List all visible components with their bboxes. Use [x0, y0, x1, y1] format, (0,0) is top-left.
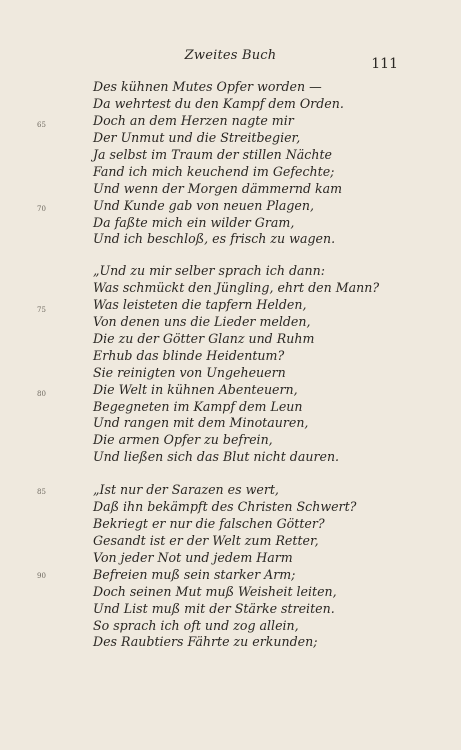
verse-line: Und Kunde gab von neuen Plagen,	[93, 197, 314, 213]
verse-line: Die armen Opfer zu befrein,	[93, 432, 273, 448]
verse-line: Des Raubtiers Fährte zu erkunden;	[93, 634, 318, 650]
running-header: Zweites Buch	[184, 48, 277, 63]
verse-line: Und ließen sich das Blut nicht dauren.	[93, 449, 340, 465]
verse-line: Gesandt ist er der Welt zum Retter,	[93, 532, 319, 548]
verse-line: Da faßte mich ein wilder Gram,	[93, 214, 295, 230]
verse-line: Was leisteten die tapfern Helden,	[93, 296, 307, 312]
verse-line: Was schmückt den Jüngling, ehrt den Mann?	[93, 279, 380, 295]
line-number-marker: 85	[37, 488, 46, 496]
verse-line: Die Welt in kühnen Abenteuern,	[93, 381, 298, 397]
line-number-marker: 65	[37, 121, 46, 129]
verse-line: „Und zu mir selber sprach ich dann:	[93, 263, 325, 278]
verse-line: Der Unmut und die Streitbegier,	[93, 129, 301, 145]
verse-line: Doch seinen Mut muß Weisheit leiten,	[93, 583, 337, 599]
verse-line: Doch an dem Herzen nagte mir	[93, 112, 294, 128]
verse-line: Da wehrtest du den Kampf dem Orden.	[93, 95, 344, 111]
verse-line: Daß ihn bekämpft des Christen Schwert?	[93, 498, 357, 514]
verse-line: Des kühnen Mutes Opfer worden —	[93, 79, 322, 94]
line-number-marker: 80	[37, 390, 46, 398]
stanza-2	[93, 263, 379, 466]
verse-line: Befreien muß sein starker Arm;	[93, 566, 296, 582]
line-number-marker: 75	[37, 306, 46, 314]
verse-line: Begegneten im Kampf dem Leun	[93, 398, 303, 414]
verse-line: Die zu der Götter Glanz und Ruhm	[93, 330, 315, 346]
verse-line: Und wenn der Morgen dämmernd kam	[93, 180, 343, 196]
stanza-1	[93, 79, 344, 248]
verse-line: Bekriegt er nur die falschen Götter?	[93, 515, 325, 531]
verse-line: So sprach ich oft und zog allein,	[93, 617, 299, 633]
verse-line: Sie reinigten von Ungeheuern	[93, 364, 286, 380]
verse-line: „Ist nur der Sarazen es wert,	[93, 482, 279, 497]
verse-line: Von jeder Not und jedem Harm	[93, 549, 293, 565]
verse-line: Und List muß mit der Stärke streiten.	[93, 600, 335, 616]
verse-line: Fand ich mich keuchend im Gefechte;	[93, 163, 335, 179]
line-number-marker: 90	[37, 572, 46, 580]
verse-line: Ja selbst im Traum der stillen Nächte	[93, 146, 332, 162]
line-number-marker: 70	[37, 205, 46, 213]
verse-line: Von denen uns die Lieder melden,	[93, 313, 311, 329]
verse-line: Und rangen mit dem Minotauren,	[93, 415, 309, 431]
verse-line: Erhub das blinde Heidentum?	[93, 347, 285, 363]
stanza-3	[93, 482, 356, 651]
verse-line: Und ich beschloß, es frisch zu wagen.	[93, 231, 336, 247]
page-number: 111	[371, 56, 398, 72]
